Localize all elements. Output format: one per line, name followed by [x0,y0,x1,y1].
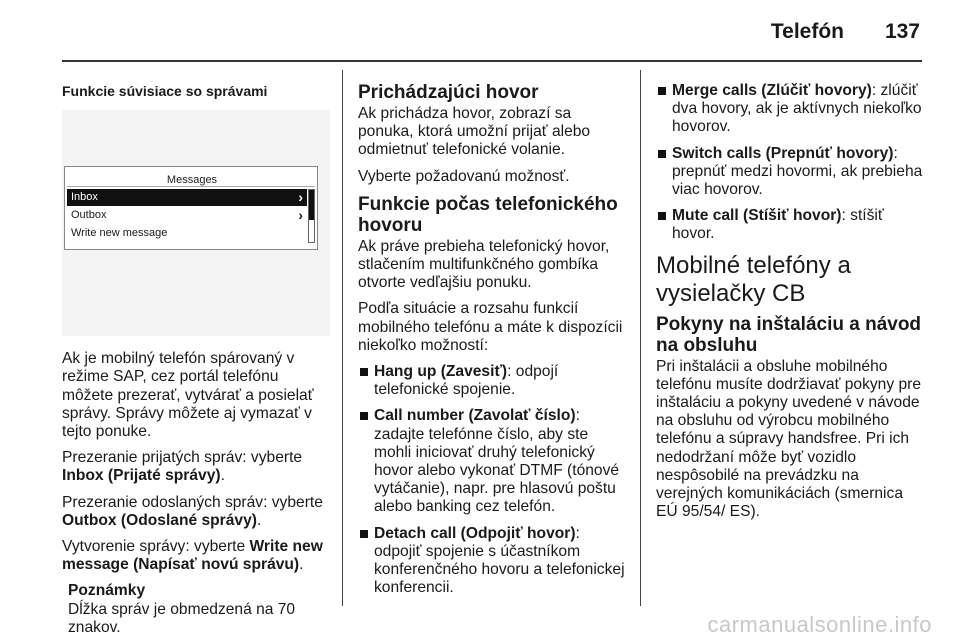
list-item: Merge calls (Zlúčiť hovory): zlúčiť dva hovory, ak je aktívnych niekoľko hovorov. [656,82,928,137]
paragraph: Vyberte požadovanú možnosť. [358,167,570,185]
menu-item-write-new-message [67,225,307,242]
page-title: Telefón [770,20,844,43]
display-screen [64,166,318,250]
paragraph: Ak práve prebieha telefonický hovor, stlačením multifunkčného gombíka otvorte vedľajšiu ponuku. [358,237,610,292]
menu-item-label: Write new message [71,227,168,240]
header-divider [62,60,922,62]
page-number: 137 [884,20,920,43]
list-item: Mute call (Stíšiť hovor): stíšiť hovor. [656,207,928,243]
list-item: Switch calls (Prepnúť hovory): prepnúť medzi hovormi, ak prebieha viac hovorov. [656,145,928,200]
column-1 [62,82,330,637]
heading-mobile-phones: Mobilné telefóny a vysielačky CB [656,251,851,307]
column-divider-1 [342,70,343,606]
watermark-text: carmanualsonline.info [707,612,932,637]
list-item: Detach call (Odpojiť hovor): odpojiť spojenie s účastníkom konferenčného hovoru a telefonickej konferencii. [358,525,628,598]
menu-item-inbox [67,189,307,206]
column-2 [358,82,628,605]
screen-title: Messages [166,174,218,187]
paragraph: Podľa situácie a rozsahu funkcií mobilného telefónu a máte k dispozícii niekoľko možností: [358,300,623,354]
heading-incoming-call: Prichádzajúci hovor [358,82,539,103]
menu-item-outbox [67,207,307,224]
column-divider-2 [640,70,641,606]
paragraph: Prezeranie odoslaných správ: vyberte Outbox (Odoslané správy). [62,493,323,529]
note-block [62,582,330,637]
list-item: Hang up (Zavesiť): odpojí telefonické spojenie. [358,363,628,399]
screen-divider [67,186,315,187]
paragraph: Ak prichádza hovor, zobrazí sa ponuka, ktorá umožní prijať alebo odmietnuť telefonické volanie. [358,105,591,159]
heading-installation: Pokyny na inštaláciu a návod na obsluhu [656,313,922,356]
paragraph: Pri inštalácii a obsluhe mobilného telefónu musíte dodržiavať pokyny pre inštaláciu a pokyny uvedené v návode na obsluhu od výrobcu mobilného telefónu a súpravy handsfree. Pri ich nedodržaní môže byť vozidlo nespôsobilé na prevádzku na verejných komunikáciách (smernica EÚ 95/54/ ES). [656,357,922,521]
scrollbar-thumb [309,190,314,220]
chevron-right-icon: › [298,189,303,206]
menu-item-label: Outbox [71,209,107,222]
paragraph: Vytvorenie správy: vyberte Write new message (Napísať novú správu). [62,538,323,574]
page-header [0,0,960,64]
paragraph: Prezeranie prijatých správ: vyberte Inbox (Prijaté správy). [62,449,303,485]
menu-item-label: Inbox [71,191,98,204]
note-text: Dĺžka správ je obmedzená na 70 znakov. [68,600,296,636]
section-label: Funkcie súvisiace so správami [62,83,268,99]
paragraph: Ak je mobilný telefón spárovaný v režime SAP, cez portál telefónu môžete prezerať, vytvárať a posielať správy. Správy môžete aj vymazať v tejto ponuke. [62,350,314,441]
heading-call-functions: Funkcie počas telefonického hovoru [358,193,618,236]
messages-screen-illustration [62,110,330,336]
column-3 [656,82,928,529]
chevron-right-icon: › [298,207,303,224]
scrollbar-track [308,189,315,243]
note-title: Poznámky [68,582,146,600]
list-item: Call number (Zavolať číslo): zadajte telefónne číslo, aby ste mohli iniciovať druhý telefonický hovor alebo vykonať DTMF (tónové vytáčanie), napr. pre hlasovú poštu alebo banking cez telefón. [358,407,628,516]
